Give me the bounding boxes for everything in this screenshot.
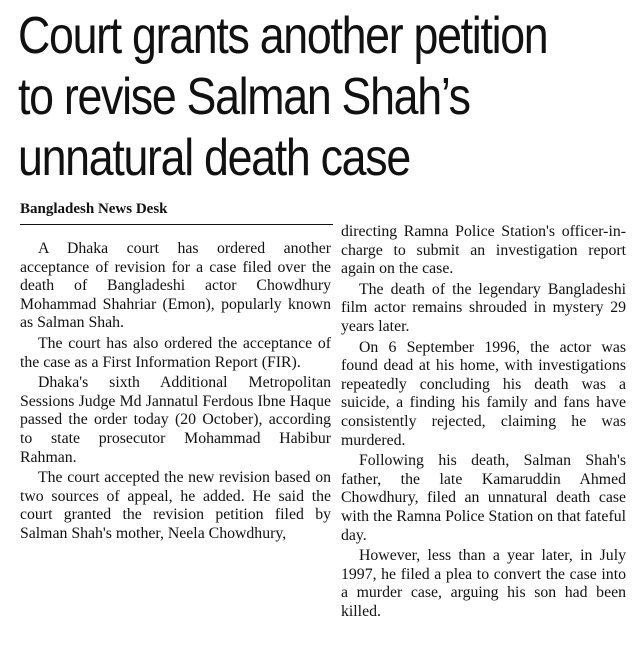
article-column-left <box>20 240 331 546</box>
article-paragraph: Following his death, Salman Shah's father, the late Kamaruddin Ahmed Chowdhury, filed an unnatural death case with the Ramna Police Station on that fateful day. <box>341 452 626 544</box>
article-paragraph: The court has also ordered the acceptance of the case as a First Information Report (FIR). <box>20 334 331 371</box>
headline-line: to revise Salman Shah’s <box>18 68 470 126</box>
headline-line: Court grants another petition <box>18 7 548 65</box>
article-paragraph: A Dhaka court has ordered another acceptance of revision for a case filed over the death of Bangladeshi actor Chowdhury Mohammad Shahriar (Emon), popularly known as Salman Shah. <box>20 240 331 332</box>
byline-divider <box>20 224 333 225</box>
article-paragraph: The court accepted the new revision based on two sources of appeal, he added. He said the court granted the revision petition filed by Salman Shah's mother, Neela Chowdhury, <box>20 469 331 542</box>
article-headline <box>18 6 629 189</box>
byline: Bangladesh News Desk <box>20 201 168 217</box>
article-paragraph: On 6 September 1996, the actor was found dead at his home, with investigations repeatedly concluding his death was a suicide, a finding his family and fans have consistently rejected, claiming he was murdered. <box>341 338 626 449</box>
article-paragraph: However, less than a year later, in July 1997, he filed a plea to convert the case into a murder case, arguing his son had been killed. <box>341 547 626 620</box>
headline-line: unnatural death case <box>18 129 410 187</box>
article-paragraph: directing Ramna Police Station's officer-in-charge to submit an investigation report again on the case. <box>341 223 626 278</box>
article-paragraph: Dhaka's sixth Additional Metropolitan Sessions Judge Md Jannatul Ferdous Ibne Haque passed the order today (20 October), according to state prosecutor Mohammad Habibur Rahman. <box>20 374 331 466</box>
article-column-right <box>341 223 626 623</box>
article-paragraph: The death of the legendary Bangladeshi film actor remains shrouded in mystery 29 years later. <box>341 280 626 335</box>
